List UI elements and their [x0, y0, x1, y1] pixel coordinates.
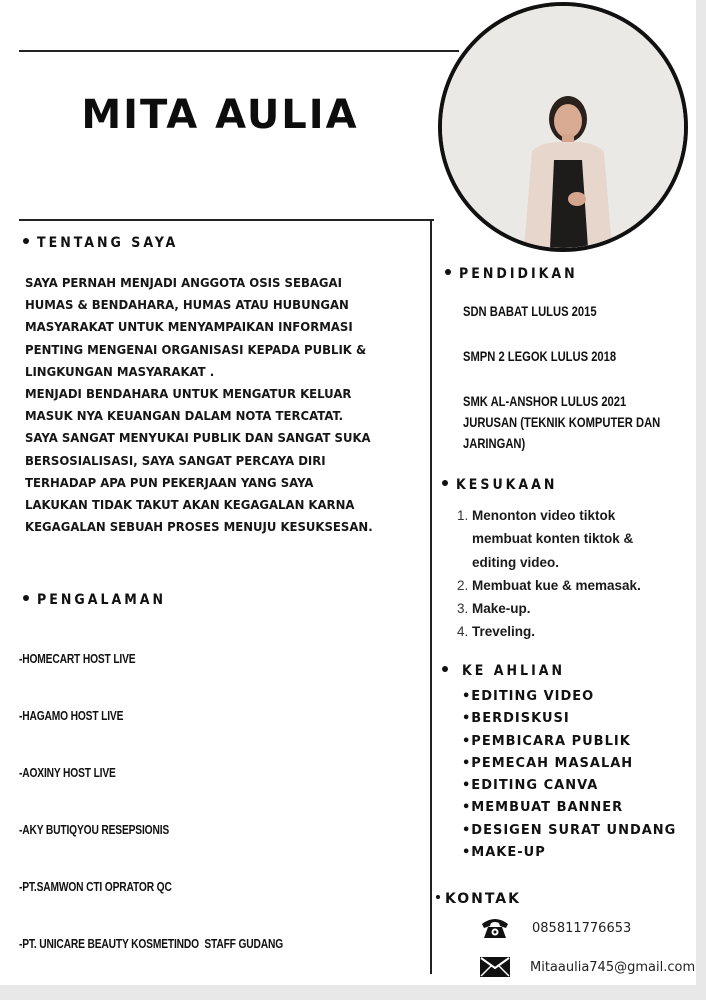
- hobby-number: 3.: [457, 601, 469, 617]
- person-photo-icon: [442, 6, 684, 248]
- hobby-number: 2.: [457, 577, 469, 593]
- skill-item: •MEMBUAT BANNER: [462, 800, 624, 816]
- about-text: SAYA PERNAH MENJADI ANGGOTA OSIS SEBAGAI HUMAS & BENDAHARA, HUMAS ATAU HUBUNGAN MASYARAKAT UNTUK MENYAMPAIKAN INFORMASI PENTING MENGENAI ORGANISASI KEPADA PUBLIK & LINGKUNGAN MASYARAKAT . MENJADI BENDAHARA UNTUK MENGATUR KELUAR MASUK NYA KEUANGAN DALAM NOTA TERCATAT. SAYA SANGAT MENYUKAI PUBLIK DAN SANGAT SUKA BERSOSIALISASI, SAYA SANGAT PERCAYA DIRI TERHADAP APA PUN PEKERJAAN YANG SAYA LAKUKAN TIDAK TAKUT AKAN KEGAGALAN KARNA KEGAGALAN SEBUAH PROSES MENUJU KESUKSESAN.: [25, 276, 373, 535]
- skill-item: •EDITING CANVA: [462, 778, 599, 794]
- skill-item: •DESIGEN SURAT UNDANG: [462, 822, 677, 838]
- hobby-item: [457, 504, 697, 527]
- experience-item: -PT.SAMWON CTI OPRATOR QC: [19, 880, 172, 894]
- skill-item: •MAKE-UP: [462, 845, 546, 861]
- experience-item: -AKY BUTIQYOU RESEPSIONIS: [19, 823, 170, 837]
- envelope-icon: [478, 954, 512, 980]
- column-divider: [430, 219, 432, 974]
- bullet-icon: [442, 666, 448, 672]
- experience-title: PENGALAMAN: [37, 592, 167, 608]
- hobby-number: 4.: [457, 624, 469, 640]
- telephone-icon: [478, 915, 512, 941]
- skills-title: KE AHLIAN: [462, 663, 566, 679]
- hobby-item: [457, 597, 697, 620]
- skills-list: [462, 686, 676, 864]
- hobbies-heading: [442, 477, 557, 493]
- experience-item: -HAGAMO HOST LIVE: [19, 709, 124, 723]
- hobby-text: Treveling.: [472, 624, 536, 640]
- education-title: PENDIDIKAN: [459, 266, 578, 282]
- contact-email: [478, 954, 695, 980]
- bullet-icon: [442, 480, 448, 486]
- education-heading: [445, 266, 578, 282]
- hobby-text: Make-up.: [472, 601, 531, 617]
- profile-photo: [438, 2, 688, 252]
- hobby-number: 1.: [457, 508, 469, 523]
- hobby-item-continued: [457, 551, 697, 574]
- experience-item: -AOXINY HOST LIVE: [19, 766, 116, 780]
- skills-heading: [442, 663, 565, 679]
- phone-number[interactable]: 085811776653: [532, 920, 632, 936]
- bullet-icon: [23, 238, 29, 244]
- hobbies-list: [457, 504, 697, 644]
- hobby-item: [457, 574, 697, 597]
- about-heading: [23, 235, 178, 251]
- header-divider: [19, 219, 434, 221]
- education-item: JARINGAN): [463, 435, 526, 451]
- education-item: SDN BABAT LULUS 2015: [463, 303, 597, 319]
- bullet-icon: [445, 269, 451, 275]
- contact-title: KONTAK: [445, 891, 521, 907]
- bullet-icon: [436, 895, 440, 899]
- email-address[interactable]: Mitaaulia745@gmail.com: [530, 959, 696, 975]
- hobby-item: [457, 620, 697, 643]
- experience-item: -PT. UNICARE BEAUTY KOSMETINDO STAFF GUDANG: [19, 937, 284, 951]
- education-item: SMPN 2 LEGOK LULUS 2018: [463, 348, 617, 364]
- hobby-text: membuat konten tiktok &: [472, 531, 634, 547]
- hobby-text: Menonton video tiktok: [472, 508, 616, 523]
- hobby-text: Membuat kue & memasak.: [472, 577, 641, 593]
- bullet-icon: [23, 595, 29, 601]
- hobbies-title: KESUKAAN: [456, 477, 558, 493]
- skill-item: •PEMECAH MASALAH: [462, 755, 634, 771]
- hobby-text: editing video.: [472, 554, 560, 570]
- top-divider: [19, 50, 459, 52]
- contact-heading: [436, 891, 521, 907]
- experience-item: -HOMECART HOST LIVE: [19, 652, 136, 666]
- resume-name: MITA AULIA: [81, 92, 359, 138]
- education-item: JURUSAN (TEKNIK KOMPUTER DAN: [463, 414, 661, 430]
- skill-item: •BERDISKUSI: [462, 711, 570, 727]
- education-item: SMK AL-ANSHOR LULUS 2021: [463, 393, 627, 409]
- skill-item: •EDITING VIDEO: [462, 689, 595, 704]
- about-title: TENTANG SAYA: [37, 235, 179, 251]
- hobby-item-continued: [457, 527, 697, 550]
- contact-phone: [478, 915, 631, 941]
- experience-heading: [23, 592, 166, 608]
- skill-item: •PEMBICARA PUBLIK: [462, 733, 631, 749]
